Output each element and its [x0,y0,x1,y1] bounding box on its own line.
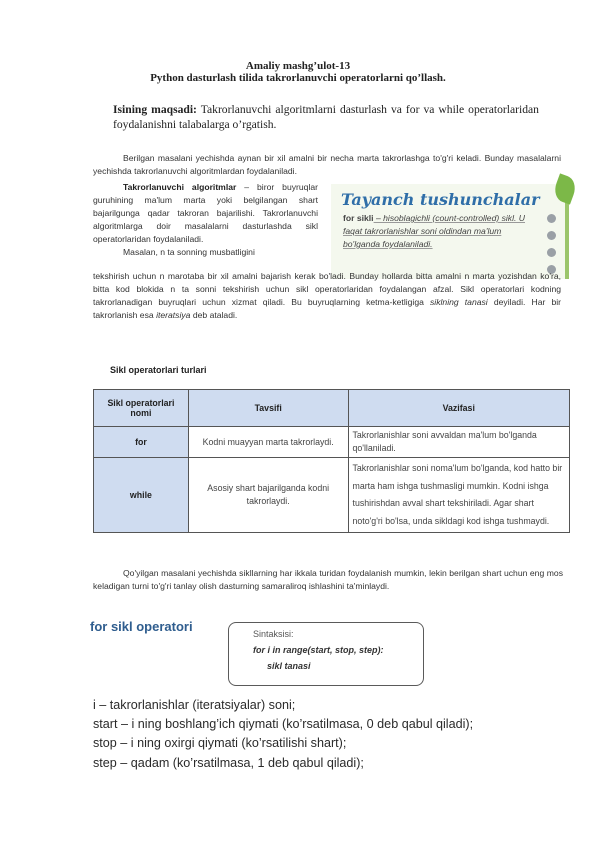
table-header-row [94,390,570,427]
syntax-body: sikl tanasi [267,661,311,671]
key-concepts-text [343,212,539,251]
list-item: i – takrorlanishlar (iteratsiyalar) soni; [93,698,296,712]
definition-text: – biror buyruqlar guruhining ma'lum marta yoki belgilangan shart bajarilgunga qadar takroran bajarilishi. Takrorlanuvchi algoritmlarga doir masalalarni dasturlashda sikl operatorlaridan foydalaniladi. [93,182,318,244]
goal-paragraph [113,102,539,132]
conclusion-paragraph: Qo'yilgan masalani yechishda sikllarning har ikkala turidan foydalanish mumkin, lekin berilgan shart uchun eng mos keladigan turni to'g'ri tanlay olish dasturning samaraliroq ishlashini ta'minlaydi. [93,568,563,591]
leaf-icon [551,173,579,204]
goal-text: Takrorlanuvchi algoritmlarni dasturlash va for va while operatorlaridan foydalanishni talabalarga o’rgatish. [113,103,539,131]
loop-body-paragraph [93,270,561,322]
cell-description: Asosiy shart bajarilganda kodni takrorlaydi. [188,458,348,533]
term-iteration: iteratsiya [156,309,191,320]
key-concepts-title: Tayanch tushunchalar [341,190,540,209]
table-row [94,427,570,458]
key-concept-definition: – hisoblagichli (count-controlled) sikl. U faqat takrorlanishlar soni oldindan ma'lum bo'lganda foydalaniladi. [343,213,525,249]
cell-purpose: Takrorlanishlar soni avvaldan ma'lum bo'lganda qo'llaniladi. [348,427,570,458]
header-purpose: Vazifasi [348,390,570,427]
key-concept-term: for sikli [343,213,374,223]
goal-label: Isining maqsadi: [113,103,197,116]
intro-paragraph: Berilgan masalani yechishda aynan bir xil amalni bir necha marta takrorlashga to'g'ri keladi. Bunday masalalarni yechishda takrorlanuvchi algoritmlardan foydalaniladi. [93,153,561,176]
syntax-box [228,622,424,686]
table-heading: Sikl operatorlari turlari [110,365,207,375]
header-description: Tavsifi [188,390,348,427]
syntax-label: Sintaksisi: [253,629,294,639]
dot-icon [547,248,556,257]
cell-name: while [94,458,189,533]
list-item: start – i ning boshlang’ich qiymati (ko’rsatilmasa, 0 deb qabul qiladi); [93,717,474,732]
table-row [94,458,570,533]
cell-purpose: Takrorlanishlar soni noma'lum bo'lganda, kod hatto bir marta ham ishga tushmasligi mumkin. Kodni ishga tushirishdan avval shart tekshiriladi. Agar shart noto'g'ri bo'lsa, unda sikldagi kod ishga tushmaydi. [348,458,570,533]
key-concepts-box [331,184,569,279]
document-subtitle: Amaliy mashg’ulot-13 [245,60,351,72]
para-text: deyiladi. Har bir takrorlanish esa [93,296,562,320]
definitions-list [93,696,573,773]
para-text: tekshirish uchun n marotaba bir xil amalni bajarish kerak bo'ladi. Bunday hollarda bitta amalni n marta yozishdan ko'ra, bitta kod blokida n ta sonni tekshirish uchun sikl operatorlaridan foydalangan afzal. Sikl operatorlari kodning takrorlanadigan buyruqlari uchun xizmat qiladi. Bu buyruqlarning ketma-ketligiga [93,271,561,307]
list-item: step – qadam (ko’rsatilmasa, 1 deb qabul qiladi); [93,755,364,770]
example-start: Masalan, n ta sonning musbatligini [123,246,255,257]
syntax-line: for i in range(start, stop, step): [253,645,384,655]
loop-types-table [93,389,570,533]
header-name: Sikl operatorlari nomi [94,390,189,427]
definition-term: Takrorlanuvchi algoritmlar [123,182,237,192]
definition-paragraph [93,181,318,258]
cell-description: Kodni muayyan marta takrorlaydi. [188,427,348,458]
cell-name: for [94,427,189,458]
term-loop-body: siklning tanasi [430,296,488,307]
list-item: stop – i ning oxirgi qiymati (ko’rsatilishi shart); [93,736,347,751]
dot-icon [547,231,556,240]
document-title: Python dasturlash tilida takrorlanuvchi operatorlarni qo’llash. [150,72,446,84]
dot-icon [547,214,556,223]
section-heading: for sikl operatori [90,619,193,634]
para-text: deb ataladi. [190,309,238,320]
